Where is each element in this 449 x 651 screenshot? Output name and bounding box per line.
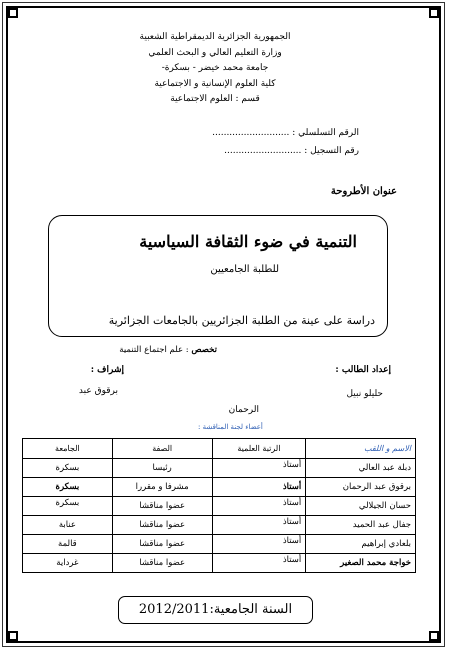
- committee-header-row: [23, 439, 416, 459]
- member-university: بسكرة: [23, 459, 113, 478]
- header-rank: الرتبة العلمية: [212, 439, 306, 459]
- member-name: حسان الجيلالي: [306, 497, 416, 516]
- specialty-line: [119, 345, 217, 355]
- member-name: دبلة عبد العالي: [306, 459, 416, 478]
- committee-table: [22, 438, 416, 573]
- member-rank: أستاذ: [212, 535, 306, 554]
- table-row: [23, 535, 416, 554]
- serial-number-dots: ...........................: [212, 128, 290, 138]
- table-row: [23, 459, 416, 478]
- registration-number-label: رقم التسجيل :: [304, 146, 359, 156]
- serial-number-label: الرقم التسلسلي :: [292, 128, 359, 138]
- corner-ornament: [8, 631, 18, 641]
- member-name: خواجة محمد الصغير: [306, 554, 416, 573]
- member-rank: أستاذ: [212, 516, 306, 535]
- member-rank: أستاذ: [212, 478, 306, 497]
- thesis-title-label: عنوان الأطروحة: [330, 186, 397, 197]
- member-role: عضوا مناقشا: [112, 497, 212, 516]
- corner-ornament: [429, 631, 439, 641]
- specialty-value: : علم اجتماع التنمية: [119, 345, 189, 355]
- member-university: عنابة: [23, 516, 113, 535]
- thesis-subtitle: للطلبة الجامعيين: [210, 264, 279, 275]
- member-rank: أستاذ: [212, 459, 306, 478]
- serial-number-field: [212, 128, 359, 138]
- member-rank: أستاذ: [212, 497, 306, 516]
- student-name: حليلو نبيل: [346, 389, 383, 399]
- member-rank: أستاذ: [212, 554, 306, 573]
- member-role: عضوا مناقشا: [112, 535, 212, 554]
- table-row: [23, 497, 416, 516]
- corner-ornament: [429, 8, 439, 18]
- header-role: الصفة: [112, 439, 212, 459]
- header-name: الاسم و اللقب: [306, 439, 416, 459]
- member-role: عضوا مناقشا: [112, 554, 212, 573]
- member-university: بسكرة: [23, 497, 113, 516]
- member-name: بلعادي إبراهيم: [306, 535, 416, 554]
- thesis-title-box: [48, 215, 388, 337]
- member-university: بسكرة: [23, 478, 113, 497]
- member-name: جفال عبد الحميد: [306, 516, 416, 535]
- academic-year-box: [118, 596, 313, 624]
- member-university: قالمة: [23, 535, 113, 554]
- member-role: مشرفا و مقررا: [112, 478, 212, 497]
- corner-ornament: [8, 8, 18, 18]
- header-line-university: جامعة محمد خيضر - بسكرة-: [161, 63, 269, 73]
- member-name: برقوق عبد الرحمان: [306, 478, 416, 497]
- prepared-by-label: إعداد الطالب :: [335, 365, 391, 375]
- header-line-ministry: وزارة التعليم العالي و البحث العلمي: [148, 47, 282, 58]
- specialty-label: تخصص: [191, 345, 217, 355]
- header-line-republic: الجمهورية الجزائرية الديمقراطية الشعبية: [139, 32, 291, 42]
- supervision-label: إشراف :: [90, 365, 124, 375]
- registration-number-dots: ...........................: [224, 146, 302, 156]
- header-university: الجامعة: [23, 439, 113, 459]
- institution-header: [130, 30, 300, 108]
- thesis-study-description: دراسة على عينة من الطلبة الجزائريين بالجامعات الجزائرية: [108, 314, 375, 327]
- supervisor-name-part1: برقوق عبد: [78, 386, 118, 396]
- header-line-faculty: كلية العلوم الإنسانية و الاجتماعية: [154, 78, 276, 89]
- table-row: [23, 516, 416, 535]
- registration-number-field: [224, 146, 359, 156]
- member-university: غرداية: [23, 554, 113, 573]
- supervisor-name-part2: الرحمان: [228, 405, 259, 415]
- committee-title: أعضاء لجنة المناقشة :: [198, 423, 263, 431]
- table-row: [23, 554, 416, 573]
- table-row: [23, 478, 416, 497]
- member-role: رئيسا: [112, 459, 212, 478]
- thesis-title: التنمية في ضوء الثقافة السياسية: [139, 232, 357, 251]
- header-line-department: قسم : العلوم الاجتماعية: [170, 94, 260, 104]
- academic-year: السنة الجامعية:2012/2011: [138, 602, 293, 617]
- member-role: عضوا مناقشا: [112, 516, 212, 535]
